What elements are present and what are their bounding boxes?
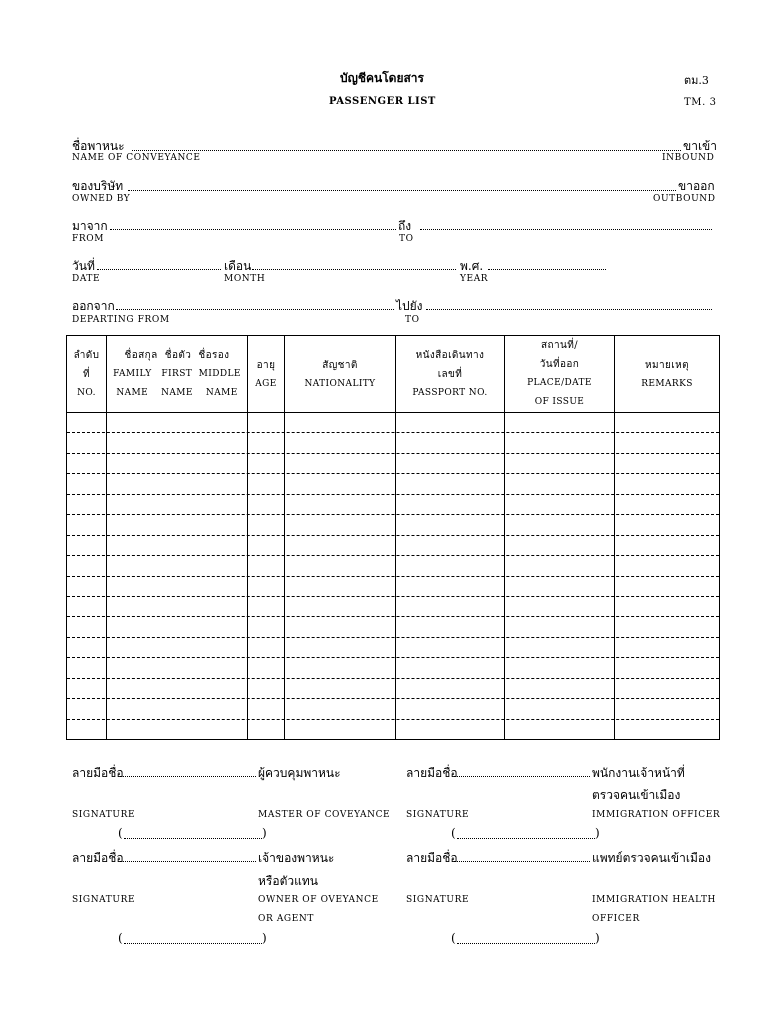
form-code-thai: ตม.3: [684, 74, 709, 87]
destination-field[interactable]: [426, 309, 712, 310]
signature-label-thai: ลายมือชื่อ: [72, 766, 124, 780]
departing-from-field[interactable]: [116, 309, 394, 310]
signature-label-english: SIGNATURE: [72, 895, 136, 905]
close-paren: ): [262, 931, 267, 945]
officer-label-thai-1: พนักงานเจ้าหน้าที่: [592, 766, 685, 780]
from-label-english: FROM: [72, 234, 105, 244]
owned-label-thai: ของบริษัท: [72, 179, 124, 193]
header-remarks: [615, 336, 719, 432]
table-row[interactable]: [67, 494, 719, 495]
header-no-thai-1: ลำดับ: [73, 350, 100, 361]
header-place-thai-2: วันที่ออก: [539, 359, 580, 370]
header-name-thai: ชื่อสกุล ชื่อตัว ชื่อรอง: [124, 350, 230, 361]
inbound-label-english: INBOUND: [662, 153, 715, 163]
conveyance-label-english: NAME OF CONVEYANCE: [72, 153, 201, 163]
table-row[interactable]: [67, 657, 719, 658]
table-row[interactable]: [67, 453, 719, 454]
table-row[interactable]: [67, 637, 719, 638]
header-passport: [396, 336, 504, 422]
header-age: [248, 336, 284, 432]
owner-label-thai-1: เจ้าของพาหนะ: [258, 851, 335, 865]
table-row[interactable]: [67, 514, 719, 515]
health-label-english-1: IMMIGRATION HEALTH: [592, 895, 716, 905]
outbound-label-thai: ขาออก: [678, 179, 715, 193]
officer-label-english: IMMIGRATION OFFICER: [592, 810, 721, 820]
table-row[interactable]: [67, 535, 719, 536]
officer-name-line[interactable]: [457, 838, 595, 839]
close-paren: ): [262, 826, 267, 840]
signature-label-english: SIGNATURE: [72, 810, 136, 820]
year-label-english: YEAR: [460, 274, 489, 284]
header-name-english-2: NAME NAME NAME: [116, 388, 238, 398]
header-nationality: [285, 336, 395, 432]
header-nationality-english: NATIONALITY: [304, 379, 376, 389]
master-signature-line[interactable]: [120, 776, 256, 777]
title-english: PASSENGER LIST: [329, 96, 436, 107]
health-signature-line[interactable]: [454, 861, 590, 862]
header-nationality-thai: สัญชาติ: [322, 360, 358, 371]
month-label-english: MONTH: [224, 274, 266, 284]
month-field[interactable]: [252, 269, 456, 270]
master-name-line[interactable]: [124, 838, 262, 839]
health-label-english-2: OFFICER: [592, 914, 640, 924]
header-age-thai: อายุ: [256, 360, 276, 371]
header-place-thai-1: สถานที่/: [541, 340, 578, 351]
header-name-english-1: FAMILY FIRST MIDDLE: [113, 369, 241, 379]
destination-label-thai: ไปยัง: [396, 299, 423, 313]
owner-label-english-1: OWNER OF OVEYANCE: [258, 895, 379, 905]
header-no-thai-2: ที่: [83, 369, 90, 380]
open-paren: (: [118, 931, 123, 945]
form-code-english: TM. 3: [684, 97, 717, 108]
header-remarks-thai: หมายเหตุ: [645, 360, 689, 371]
to-field[interactable]: [420, 229, 712, 230]
signature-label-english: SIGNATURE: [406, 810, 470, 820]
master-label-thai: ผู้ควบคุมพาหนะ: [258, 766, 341, 780]
close-paren: ): [595, 931, 600, 945]
header-place-english-2: OF ISSUE: [534, 397, 585, 407]
table-row[interactable]: [67, 576, 719, 577]
to-label-english: TO: [399, 234, 414, 244]
signature-label-thai: ลายมือชื่อ: [406, 766, 458, 780]
signature-label-english: SIGNATURE: [406, 895, 470, 905]
header-name: [107, 336, 247, 422]
date-label-english: DATE: [72, 274, 101, 284]
owned-label-english: OWNED BY: [72, 194, 131, 204]
table-row[interactable]: [67, 473, 719, 474]
outbound-label-english: OUTBOUND: [653, 194, 716, 204]
header-remarks-english: REMARKS: [641, 379, 693, 389]
table-row[interactable]: [67, 698, 719, 699]
master-label-english: MASTER OF COVEYANCE: [258, 810, 391, 820]
header-passport-english: PASSPORT NO.: [412, 388, 488, 398]
header-place-date: [505, 336, 614, 412]
owner-label-english-2: OR AGENT: [258, 914, 314, 924]
open-paren: (: [451, 826, 456, 840]
depart-label-english: DEPARTING FROM: [72, 315, 170, 325]
open-paren: (: [451, 931, 456, 945]
signature-label-thai: ลายมือชื่อ: [406, 851, 458, 865]
signature-label-thai: ลายมือชื่อ: [72, 851, 124, 865]
health-label-thai: แพทย์ตรวจคนเข้าเมือง: [592, 851, 711, 865]
header-place-english-1: PLACE/DATE: [527, 378, 592, 388]
depart-label-thai: ออกจาก: [72, 299, 115, 313]
table-row[interactable]: [67, 596, 719, 597]
passenger-table: [66, 335, 720, 740]
open-paren: (: [118, 826, 123, 840]
conveyance-label-thai: ชื่อพาหนะ: [72, 139, 125, 153]
owned-by-field[interactable]: [128, 190, 676, 191]
table-row[interactable]: [67, 432, 719, 433]
header-no-english: NO.: [77, 388, 96, 398]
header-age-english: AGE: [255, 379, 277, 389]
title-thai: บัญชีคนโดยสาร: [340, 71, 424, 85]
date-label-thai: วันที่: [72, 259, 95, 273]
header-passport-thai-1: หนังสือเดินทาง: [415, 350, 485, 361]
destination-label-english: TO: [405, 315, 420, 325]
month-label-thai: เดือน: [224, 259, 252, 273]
to-label-thai: ถึง: [398, 219, 412, 233]
health-name-line[interactable]: [457, 943, 595, 944]
owner-label-thai-2: หรือตัวแทน: [258, 874, 318, 888]
officer-label-thai-2: ตรวจคนเข้าเมือง: [592, 788, 681, 802]
owner-signature-line[interactable]: [120, 861, 256, 862]
date-field[interactable]: [97, 269, 221, 270]
conveyance-field[interactable]: [132, 150, 681, 151]
table-row[interactable]: [67, 616, 719, 617]
table-row[interactable]: [67, 678, 719, 679]
owner-name-line[interactable]: [124, 943, 262, 944]
header-passport-thai-2: เลขที่: [437, 369, 463, 380]
close-paren: ): [595, 826, 600, 840]
inbound-label-thai: ขาเข้า: [683, 139, 717, 153]
table-row[interactable]: [67, 555, 719, 556]
year-field[interactable]: [488, 269, 606, 270]
header-no: [67, 336, 106, 422]
year-label-thai: พ.ศ.: [460, 259, 484, 273]
from-field[interactable]: [110, 229, 396, 230]
from-label-thai: มาจาก: [72, 219, 108, 233]
officer-signature-line[interactable]: [454, 776, 590, 777]
table-row[interactable]: [67, 719, 719, 720]
